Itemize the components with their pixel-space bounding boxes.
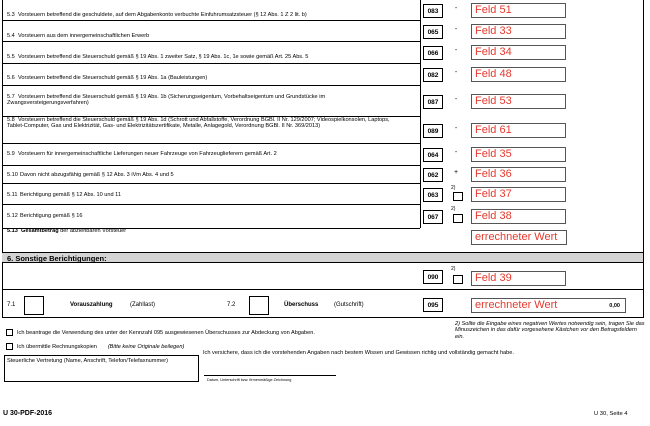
field-090[interactable]: Feld 39 [471, 271, 566, 286]
vertretung-label: Steuerliche Vertretung (Name, Anschrift, Telefon/Telefaxnummer) [7, 358, 168, 364]
row-5-5-number: 5.5 [7, 54, 15, 60]
field-082[interactable]: Feld 48 [471, 67, 566, 82]
row-5-7-number: 5.7 [7, 94, 15, 100]
row-5-9-sign: - [454, 149, 458, 156]
row-5-3-number: 5.3 [7, 12, 15, 18]
row-5-12-number: 5.12 [7, 213, 18, 219]
sign-box-090[interactable] [453, 275, 463, 284]
checkbox-rechnungskopien-label: Ich übermittle Rechnungskopien (Bitte keine Originale beilegen) [17, 344, 185, 350]
row-5-4-text: Vorsteuern aus dem innergemeinschaftlichen Erwerb [18, 33, 150, 39]
code-062: 062 [423, 168, 443, 182]
vertretung-box[interactable] [4, 355, 199, 382]
signature-line[interactable] [204, 375, 336, 376]
code-095: 095 [423, 298, 443, 312]
row-5-9-number: 5.9 [7, 151, 15, 157]
column-divider [420, 0, 421, 228]
code-063: 063 [423, 188, 443, 202]
num-7-1: 7.1 [7, 302, 16, 308]
row-5-6-text: Vorsteuern betreffend die Steuerschuld gemäß § 19 Abs. 1a (Bauleistungen) [18, 75, 208, 81]
frame-left [2, 0, 3, 318]
row-separator [2, 289, 643, 290]
row-5-3-text: Vorsteuern betreffend die geschuldete, auf dem Abgabenkonto verbuchte Einfuhrumsatzsteuer (§ 12 Abs. 1 Z 2 lit. b) [18, 12, 307, 18]
checkbox-ueberschuss[interactable] [6, 329, 13, 336]
gesamt-field[interactable]: errechneter Wert [471, 230, 567, 245]
field-064[interactable]: Feld 35 [471, 147, 566, 162]
row-separator [2, 85, 420, 86]
rechnungskopien-note: (Bitte keine Originale beilegen) [107, 344, 185, 350]
row-5-12-label [7, 213, 407, 219]
code-065: 065 [423, 25, 443, 39]
row-5-5-text: Vorsteuern betreffend die Steuerschuld gemäß § 19 Abs. 1 zweiter Satz, § 19 Abs. 1c, 1e sowie gemäß Art. 25 Abs. 5 [18, 54, 309, 60]
code-064: 064 [423, 148, 443, 162]
signature-caption: Datum, Unterschrift bzw. firmenmäßige Zeichnung [207, 378, 292, 382]
field-083[interactable]: Feld 51 [471, 3, 566, 18]
row-5-5-sign: - [454, 47, 458, 54]
footnote-marker: 2) [451, 266, 456, 272]
row-5-8-number: 5.8 [7, 117, 15, 123]
frame-bottom [2, 317, 643, 318]
field-065[interactable]: Feld 33 [471, 24, 566, 39]
row-5-7-text: Vorsteuern betreffend die Steuerschuld gemäß § 19 Abs. 1b (Sicherungseigentum, Vorbehaltseigentum und Grundstücke im Zwangsversteigerungsverfahren) [7, 94, 326, 107]
row-5-11-footnote-marker: 2) [451, 185, 456, 191]
row-5-11-label [7, 192, 407, 198]
footer-page: U 30, Seite 4 [594, 411, 628, 417]
field-087[interactable]: Feld 53 [471, 94, 566, 109]
row-separator [2, 41, 420, 42]
row-5-12-text: Berichtigung gemäß § 16 [20, 213, 83, 219]
code-067: 067 [423, 210, 443, 224]
row-5-3-label [7, 12, 407, 18]
row-5-10-label [7, 172, 407, 178]
row-5-10-sign: + [453, 169, 459, 176]
ueberschuss-box[interactable] [249, 296, 269, 315]
row-5-8-sign: - [454, 124, 458, 132]
row-5-11-number: 5.11 [7, 192, 18, 198]
row-5-11-text: Berichtigung gemäß § 12 Abs. 10 und 11 [20, 192, 121, 198]
code-087: 087 [423, 95, 443, 109]
vorauszahlung-label: Vorauszahlung [70, 302, 113, 308]
row-separator [2, 63, 420, 64]
field-095[interactable]: errechneter Wert 0,00 [471, 298, 626, 313]
row-5-8-text: Vorsteuern betreffend die Steuerschuld gemäß § 19 Abs. 1d (Schrott und Abfallstoffe, Verordnung BGBl. II Nr. 129/2007; Videospielkonsolen, Laptops, Tablet-Computer, Gas und Elektrizität, Gas- und Elektrizitätszertifikate, Metalle, Anlagegold, Verordnung BGBl. II Nr. 369/2013) [7, 117, 390, 130]
code-083: 083 [423, 4, 443, 18]
row-5-6-number: 5.6 [7, 75, 15, 81]
row-5-11-sign-box[interactable] [453, 192, 463, 201]
field-066[interactable]: Feld 34 [471, 45, 566, 60]
gesamt-label: 5.13 Gesamtbetrag der abziehbaren Vorsteuer [7, 228, 127, 234]
amount-095: 0,00 [609, 303, 620, 309]
row-5-9-text: Vorsteuern für innergemeinschaftliche Lieferungen neuer Fahrzeuge von Fahrzeuglieferern gemäß Art. 2 [18, 151, 277, 157]
row-5-5-label [7, 54, 407, 60]
code-089: 089 [423, 124, 443, 138]
row-5-7-label [7, 94, 407, 107]
row-5-9-label [7, 151, 407, 157]
field-089[interactable]: Feld 61 [471, 123, 566, 138]
checkbox-rechnungskopien[interactable] [6, 343, 13, 350]
num-7-2: 7.2 [227, 302, 236, 308]
row-5-3-sign: - [454, 5, 458, 12]
row-5-7-sign: - [454, 95, 458, 103]
row-5-10-text: Davon nicht abzugsfähig gemäß § 12 Abs. 3 iVm Abs. 4 und 5 [20, 172, 174, 178]
row-separator [2, 20, 420, 21]
field-067[interactable]: Feld 38 [471, 209, 566, 224]
vorauszahlung-note: (Zahllast) [130, 302, 156, 308]
field-062[interactable]: Feld 36 [471, 167, 566, 182]
vorauszahlung-box[interactable] [24, 296, 44, 315]
section-6-header: 6. Sonstige Berichtigungen: [2, 252, 643, 263]
row-5-6-label [7, 75, 407, 81]
row-5-12-sign-box[interactable] [453, 214, 463, 223]
versicherung-text: Ich versichere, dass ich die vorstehenden Angaben nach bestem Wissen und Gewissen richtig und vollständig gemacht habe. [203, 350, 514, 356]
code-082: 082 [423, 68, 443, 82]
row-5-8-label [7, 117, 407, 130]
row-5-4-sign: - [454, 25, 458, 33]
frame-right [643, 0, 644, 318]
row-5-4-label [7, 33, 407, 39]
checkbox-ueberschuss-label: Ich beantrage die Verwendung des unter der Kennzahl 095 ausgewiesenen Überschusses zur Abdeckung von Abgaben. [17, 330, 315, 336]
code-090: 090 [423, 270, 443, 284]
field-063[interactable]: Feld 37 [471, 187, 566, 202]
row-5-10-number: 5.10 [7, 172, 18, 178]
row-separator [2, 204, 420, 205]
row-5-6-sign: - [454, 69, 458, 76]
row-5-12-footnote-marker: 2) [451, 206, 456, 212]
footer-form-id: U 30-PDF-2016 [3, 410, 53, 417]
row-separator [2, 165, 420, 166]
row-separator [2, 183, 420, 184]
ueberschuss-note: (Gutschrift) [334, 302, 364, 308]
row-separator [2, 143, 420, 144]
footnote-text: 2) Sollte die Eingabe eines negativen Wertes notwendig sein, tragen Sie das Minuszeichen in das dafür vorgesehene Kästchen vor den Betragsfeldern ein. [455, 321, 645, 340]
row-5-4-number: 5.4 [7, 33, 15, 39]
ueberschuss-label: Überschuss [284, 302, 319, 308]
code-066: 066 [423, 46, 443, 60]
